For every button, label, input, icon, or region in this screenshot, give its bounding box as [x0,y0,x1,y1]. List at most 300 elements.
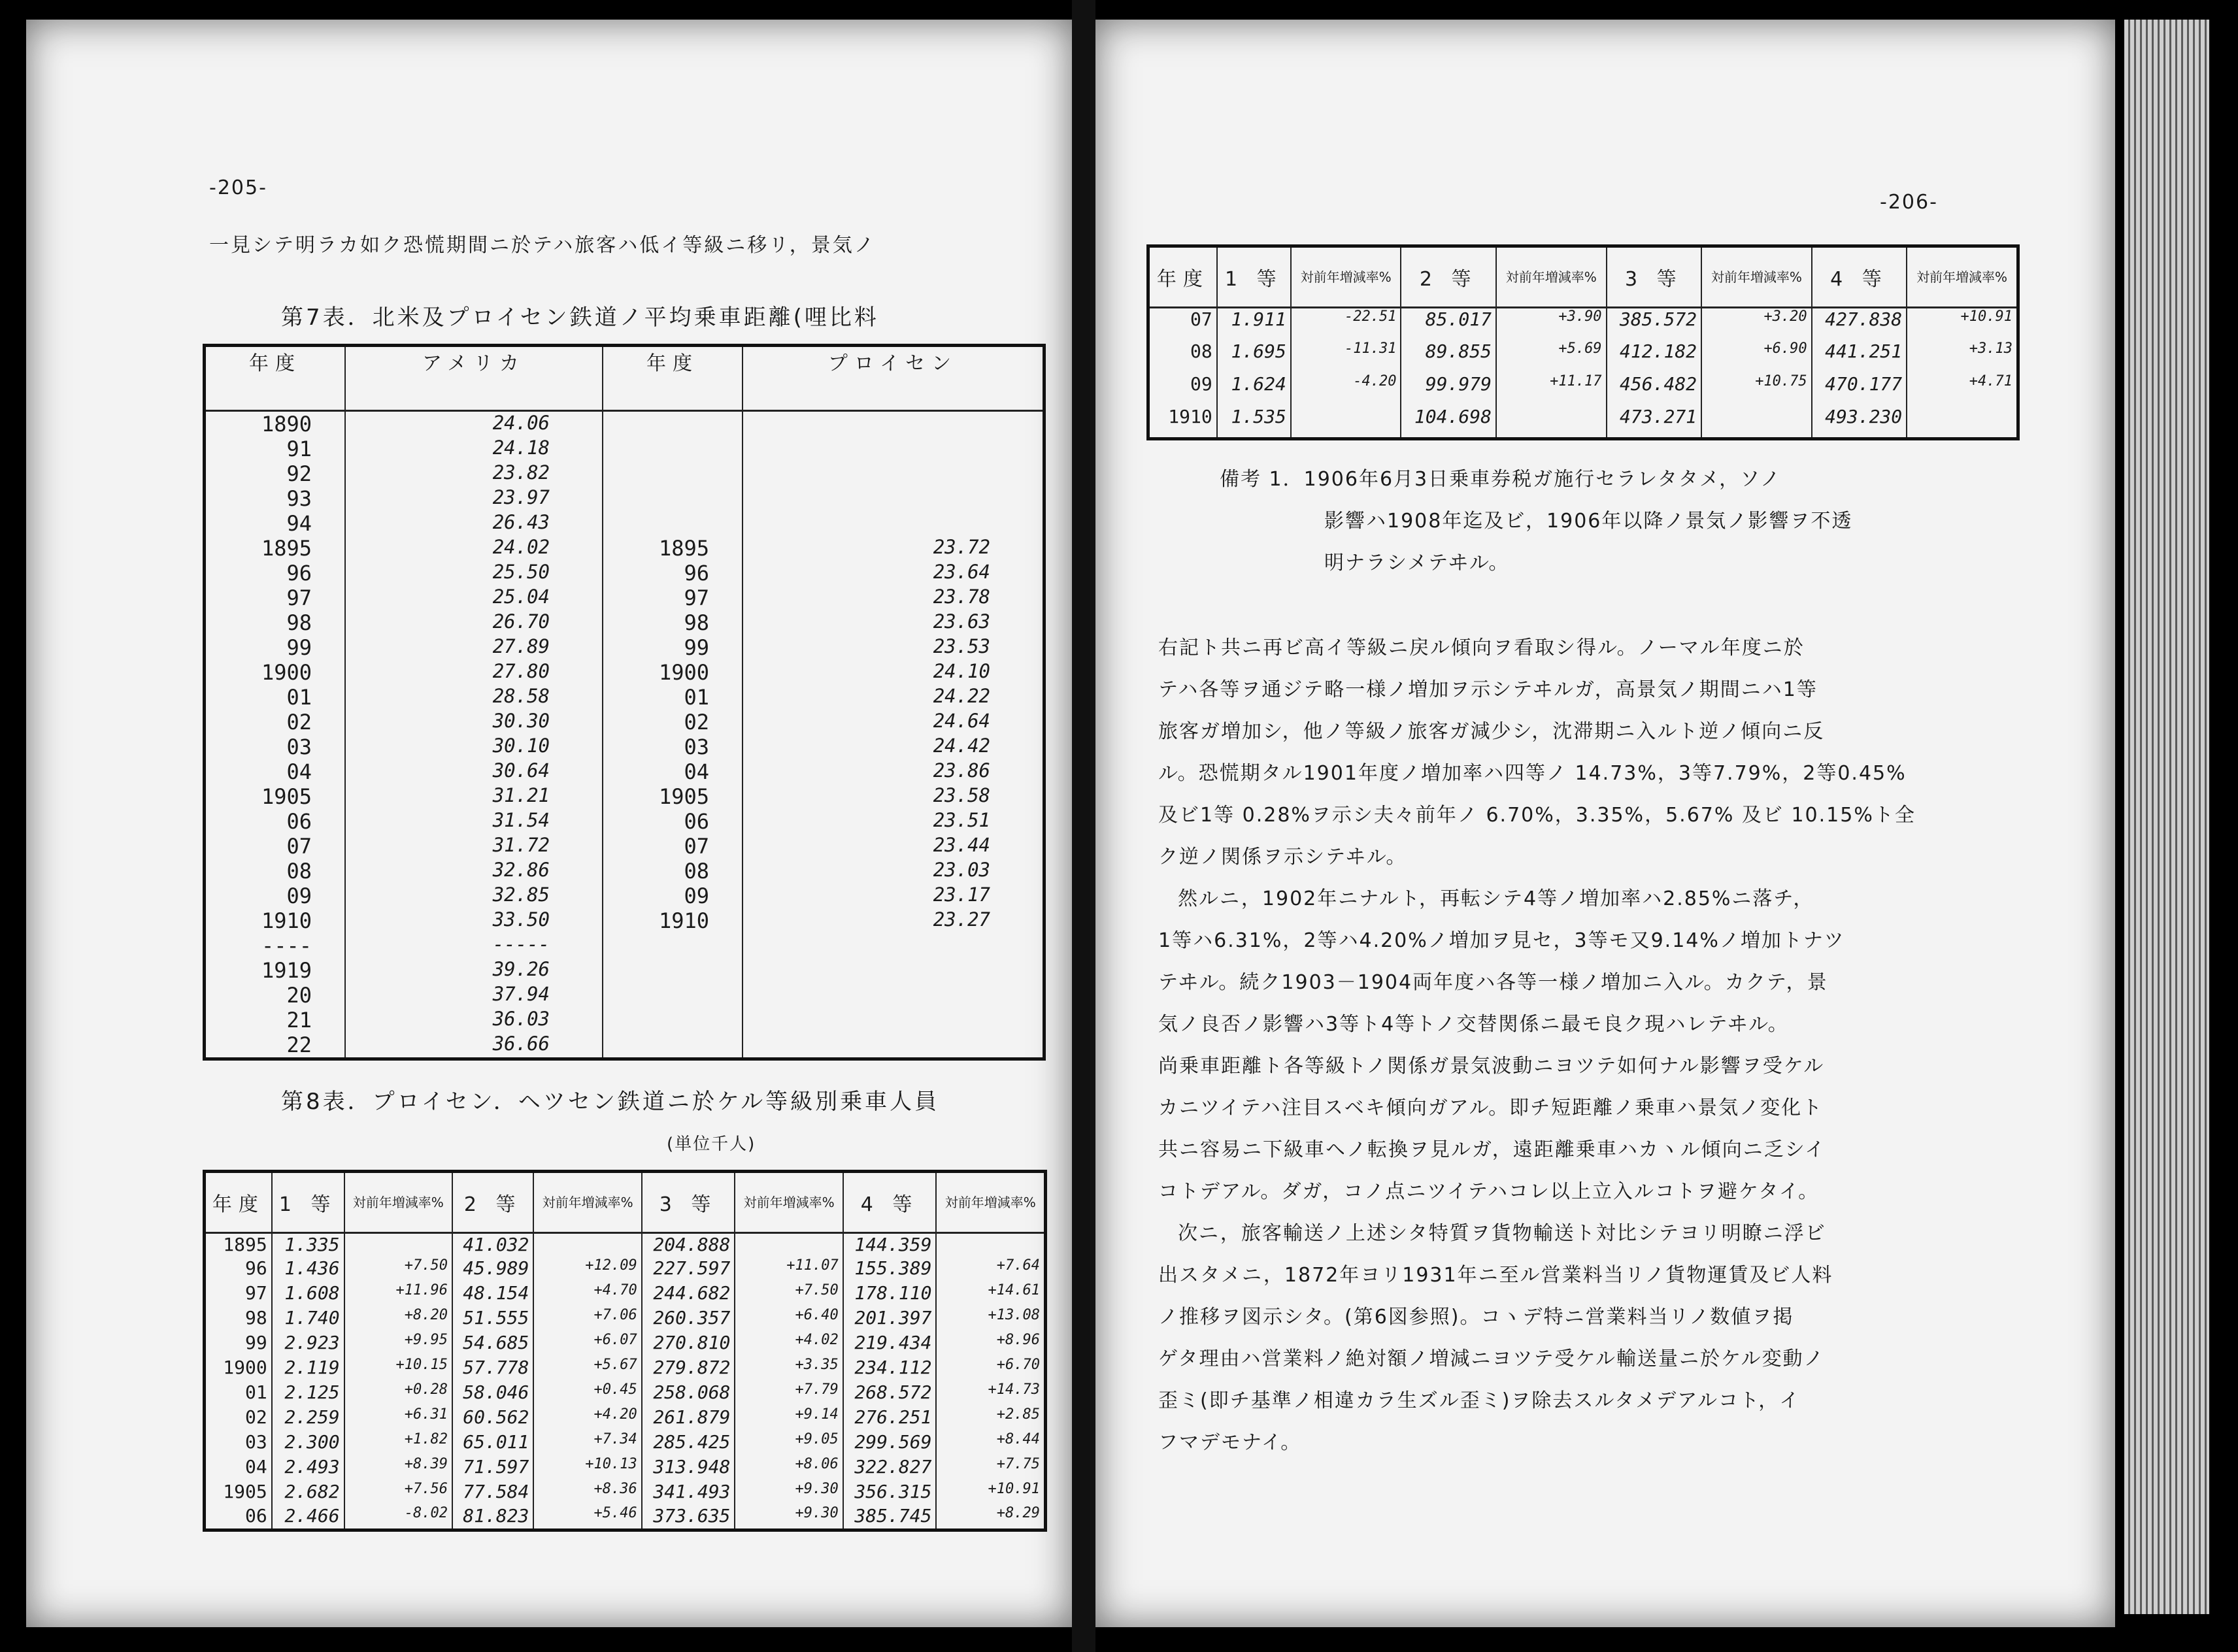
table-cell: +3.20 [1701,308,1812,340]
table-cell: 30.10 [345,735,603,759]
table7-header: 年度 [205,346,346,411]
table-cell: 2.259 [272,1406,344,1431]
table-cell: 23.58 [933,784,990,806]
table-cell: 24.10 [933,660,990,682]
table-row [205,536,1044,561]
text-line: 及ビ1等 0.28%ヲ示シ夫々前年ノ 6.70%，3.35%，5.67% 及ビ 10.15%ト全 [1158,804,1916,827]
table-header-cell: 4 等 [1812,246,1907,308]
table-cell: 39.26 [345,958,603,983]
table-cell [1907,406,2018,438]
table-cell: +7.06 [533,1307,641,1332]
table-cell: +14.73 [988,1381,1040,1398]
table-row [205,1381,1046,1406]
table-row [205,759,1044,784]
table-cell: 24.18 [345,437,603,461]
table-row [205,859,1044,884]
table-cell: 57.778 [452,1357,533,1381]
table-cell: 04 [205,759,346,784]
table-cell: 03 [205,1431,272,1456]
table-cell: +10.91 [988,1480,1040,1497]
text-line: 1等ハ6.31%，2等ハ4.20%ノ増加ヲ見セ，3等モ又9.14%ノ増加トナツ [1158,929,1845,952]
page-number: -205- [209,176,267,199]
table-row [205,1008,1044,1032]
table-cell: +10.91 [1960,308,2013,325]
table-cell: 26.70 [345,610,603,635]
table-cell: +5.46 [533,1505,641,1530]
table-cell: 204.888 [642,1233,735,1258]
table-cell: 03 [603,735,743,759]
table-cell: +0.28 [344,1381,452,1406]
table-cell: 08 [603,859,743,884]
table-header-cell: 対前年増減率% [735,1172,843,1233]
table-cell: 36.03 [345,1008,603,1032]
table-cell: 85.017 [1401,308,1495,340]
table-cell: 2.493 [272,1456,344,1481]
text-line: ル。恐慌期タル1901年度ノ増加率ハ四等ノ 14.73%，3等7.79%，2等0.45% [1158,762,1907,785]
table-cell: 81.823 [452,1505,533,1530]
text-line: 歪ミ(即チ基準ノ相違カラ生ズル歪ミ)ヲ除去スルタメデアルコト，イ [1158,1389,1801,1412]
table-cell: 23.44 [933,834,990,856]
table-cell: 06 [603,809,743,834]
table-cell: 1900 [205,660,346,685]
table-cell: 227.597 [642,1257,735,1282]
table-cell: +7.75 [996,1455,1040,1472]
table-cell [743,486,1044,511]
table-row [205,1257,1046,1282]
table-cell: 341.493 [642,1481,735,1506]
table-cell: +11.07 [735,1257,843,1282]
table-row [205,486,1044,511]
table-row [205,411,1044,437]
table-cell: 258.068 [642,1381,735,1406]
table-cell: +9.05 [735,1431,843,1456]
table-cell: 1.535 [1217,406,1291,438]
table-cell [603,1032,743,1059]
table7 [203,344,1046,1061]
table-cell [603,983,743,1008]
table-cell: 1905 [603,784,743,809]
table-cell: 99 [205,1332,272,1357]
table-cell: 23.03 [933,859,990,881]
table-cell: 285.425 [642,1431,735,1456]
table-cell: 1.436 [272,1257,344,1282]
table-cell: -4.20 [1291,373,1401,406]
table-cell: -8.02 [344,1505,452,1530]
table-cell: +9.95 [344,1332,452,1357]
table-cell: 04 [205,1456,272,1481]
table-cell: 96 [603,561,743,586]
table-cell: 33.50 [345,908,603,933]
table-cell: 1905 [205,1481,272,1506]
table8-header-row [205,1172,1046,1233]
table-cell: 02 [205,710,346,735]
table-cell [743,437,1044,461]
table-row [205,1032,1044,1059]
table-cell: +10.15 [344,1357,452,1381]
table-cell: 07 [205,834,346,859]
note-line: 明ナラシメテヰル。 [1324,552,1510,574]
table-row [205,933,1044,958]
table-cell: 37.94 [345,983,603,1008]
table-cell: 2.300 [272,1431,344,1456]
table-cell [743,1032,1044,1059]
table-cell: +2.85 [996,1406,1040,1423]
table-cell: 32.85 [345,884,603,908]
table-cell: 1900 [603,660,743,685]
table-cell: +3.35 [735,1357,843,1381]
table-row [205,586,1044,610]
table-cell: 279.872 [642,1357,735,1381]
table-cell [603,1008,743,1032]
table-cell: 1.608 [272,1282,344,1307]
table-cell: 276.251 [843,1406,937,1431]
table-cell: 01 [205,685,346,710]
table-cell: 24.64 [933,710,990,732]
table-cell: 24.02 [345,536,603,561]
table-cell [735,1233,843,1258]
left-page [26,20,1072,1627]
table-cell: 93 [205,486,346,511]
table-cell: 1895 [205,1233,272,1258]
table-header-cell: 対前年増減率% [1907,246,2018,308]
table8-title: 第8表．プロイセン．ヘツセン鉄道ニ於ケル等級別乗車人員 [281,1089,940,1115]
table-row [205,809,1044,834]
table-cell [743,511,1044,536]
table-cell: +6.90 [1701,340,1812,373]
table-cell: 1.624 [1217,373,1291,406]
table-cell: 155.389 [843,1257,937,1282]
paragraph-2 [1158,878,1916,1213]
table-row [1148,373,2018,406]
table-cell: 54.685 [452,1332,533,1357]
table-cell: +7.56 [344,1481,452,1506]
table-cell: 99.979 [1401,373,1495,406]
table-cell [533,1233,641,1258]
table-cell: +4.70 [533,1282,641,1307]
text-line: テハ各等ヲ通ジテ略一様ノ増加ヲ示シテヰルガ，高景気ノ期間ニハ1等 [1158,678,1818,701]
table-cell: 98 [205,610,346,635]
table-cell: 48.154 [452,1282,533,1307]
table-cell [743,958,1044,983]
table-row [1148,406,2018,438]
table-cell: 36.66 [345,1032,603,1059]
table-cell: ---- [205,933,346,958]
table-cell: 58.046 [452,1381,533,1406]
table-cell: +3.13 [1969,340,2013,357]
table-row [205,735,1044,759]
table-cell: 99 [603,635,743,660]
table-cell: +12.09 [533,1257,641,1282]
table-cell: 268.572 [843,1381,937,1406]
table-cell: +0.45 [533,1381,641,1406]
table-row [205,710,1044,735]
table-cell: +9.14 [735,1406,843,1431]
table-cell: 06 [205,1505,272,1530]
table-cell: 23.17 [933,884,990,906]
table-cell: 441.251 [1812,340,1907,373]
book-gutter [1072,0,1095,1652]
table-cell: 08 [1148,340,1217,373]
table-cell: 412.182 [1607,340,1701,373]
table-row [205,511,1044,536]
table-cell: 77.584 [452,1481,533,1506]
table-row [205,1357,1046,1381]
table-cell: 2.923 [272,1332,344,1357]
text-line: 然ルニ，1902年ニナルト，再転シテ4等ノ増加率ハ2.85%ニ落チ， [1178,887,1814,910]
table-cell [1701,406,1812,438]
table-row [205,1406,1046,1431]
table-cell: 1895 [603,536,743,561]
table-cell: 356.315 [843,1481,937,1506]
table-cell [603,486,743,511]
table-cell: 2.466 [272,1505,344,1530]
table-cell: 03 [205,735,346,759]
table-note [1220,459,1852,584]
note-line: 影響ハ1908年迄及ビ，1906年以降ノ景気ノ影響ヲ不透 [1324,510,1853,533]
table-cell: 94 [205,511,346,536]
table-cell: 456.482 [1607,373,1701,406]
table-cell: 97 [205,586,346,610]
table-cell: +7.64 [996,1257,1040,1274]
text-line: カニツイテハ注目スベキ傾向ガアル。即チ短距離ノ乗車ハ景気ノ変化ト [1158,1097,1824,1119]
table-cell: 1895 [205,536,346,561]
table-row [1148,308,2018,340]
table-cell: +8.96 [996,1332,1040,1349]
page-number: -206- [1880,191,1938,214]
table-cell: 1910 [1148,406,1217,438]
table-cell: +9.30 [735,1505,843,1530]
table-cell: +8.44 [996,1430,1040,1447]
table-header-cell: 2 等 [1401,246,1495,308]
table-cell: 41.032 [452,1233,533,1258]
table-cell: 260.357 [642,1307,735,1332]
table-cell: 21 [205,1008,346,1032]
intro-line: 一見シテ明ラカ如ク恐慌期間ニ於テハ旅客ハ低イ等級ニ移リ，景気ノ [209,234,876,257]
table-cell: +11.96 [344,1282,452,1307]
table-cell: 97 [205,1282,272,1307]
table-header-cell: 対前年増減率% [936,1172,1045,1233]
table-cell: 30.64 [345,759,603,784]
table-cell: 98 [205,1307,272,1332]
table-cell: 45.989 [452,1257,533,1282]
note-line: 備考 1．1906年6月3日乗車券税ガ施行セラレタタメ，ソノ [1220,468,1781,491]
table-cell: 2.125 [272,1381,344,1406]
table-cell: 71.597 [452,1456,533,1481]
table-cell: 04 [603,759,743,784]
text-line: 次ニ，旅客輸送ノ上述シタ特質ヲ貨物輸送ト対比シテヨリ明瞭ニ浮ビ [1178,1222,1826,1245]
table-cell: 427.838 [1812,308,1907,340]
table-cell: 23.64 [933,561,990,583]
table-cell: 1.695 [1217,340,1291,373]
table-cell: +7.50 [344,1257,452,1282]
body-text [1158,627,1916,1464]
table-cell: 23.51 [933,809,990,831]
table-cell: 23.63 [933,610,990,633]
text-line: ノ推移ヲ図示シタ。(第6図参照)。コヽデ特ニ営業料当リノ数値ヲ掲 [1158,1306,1794,1329]
table-cell: +7.50 [735,1282,843,1307]
table-row [205,685,1044,710]
table-cell: 31.72 [345,834,603,859]
table-cell: +8.29 [996,1505,1040,1522]
table-row [205,1332,1046,1357]
table-cell: 178.110 [843,1282,937,1307]
table-row [205,1481,1046,1506]
table-cell: 02 [603,710,743,735]
table-row [1148,340,2018,373]
table-cell: 23.53 [933,635,990,657]
table-cell [603,511,743,536]
table-cell: 493.230 [1812,406,1907,438]
table-header-cell: 3 等 [642,1172,735,1233]
table-header-cell: 1 等 [272,1172,344,1233]
table-cell: 31.21 [345,784,603,809]
table-header-cell: 4 等 [843,1172,937,1233]
table-cell [603,411,743,437]
table-cell: 104.698 [1401,406,1495,438]
table-cell: 144.359 [843,1233,937,1258]
text-line: 旅客ガ増加シ，他ノ等級ノ旅客ガ減少シ，沈滞期ニ入ルト逆ノ傾向ニ反 [1158,720,1825,743]
table-cell: +7.34 [533,1431,641,1456]
table-cell: 261.879 [642,1406,735,1431]
table-row [205,437,1044,461]
table-cell: +6.07 [533,1332,641,1357]
table-header-cell: 3 等 [1607,246,1701,308]
table-cell: 09 [1148,373,1217,406]
table-row [205,908,1044,933]
table-cell: 270.810 [642,1332,735,1357]
table7-title: 第7表．北米及プロイセン鉄道ノ平均乗車距離(哩比料 [281,305,879,331]
table-cell: 28.58 [345,685,603,710]
table-cell: 473.271 [1607,406,1701,438]
text-line: ゲタ理由ハ営業料ノ絶対額ノ増減ニヨツテ受ケル輸送量ニ於ケル変動ノ [1158,1347,1825,1370]
table-cell [936,1233,1045,1258]
table-row [205,635,1044,660]
table-cell: +4.02 [735,1332,843,1357]
table-cell [603,958,743,983]
table-cell: +1.82 [344,1431,452,1456]
table-cell: 26.43 [345,511,603,536]
text-line: コトデアル。ダガ，コノ点ニツイテハコレ以上立入ルコトヲ避ケタイ。 [1158,1180,1820,1203]
table-cell: 08 [205,859,346,884]
table7-header: 年度 [603,346,743,411]
table-header-cell: 対前年増減率% [344,1172,452,1233]
table-cell: 22 [205,1032,346,1059]
table-cell: 99 [205,635,346,660]
table-cell: 06 [205,809,346,834]
table8-continued [1146,244,2020,440]
table-cell [743,983,1044,1008]
table-cell: 92 [205,461,346,486]
text-line: ク逆ノ関係ヲ示シテヰル。 [1158,846,1407,868]
table-row [205,1505,1046,1530]
table-row [205,461,1044,486]
table8-body [205,1233,1046,1530]
table-cell: 1900 [205,1357,272,1381]
table-header-cell: 対前年増減率% [533,1172,641,1233]
table-cell [743,461,1044,486]
table-cell [743,1008,1044,1032]
table-cell [344,1233,452,1258]
table-cell: +8.06 [735,1456,843,1481]
table-cell: 27.89 [345,635,603,660]
table-cell: 51.555 [452,1307,533,1332]
table-cell: +6.31 [344,1406,452,1431]
table-cell: 234.112 [843,1357,937,1381]
table-cell: 1.335 [272,1233,344,1258]
table-cell: 244.682 [642,1282,735,1307]
table-row [205,784,1044,809]
table-cell: 24.42 [933,735,990,757]
table-row [205,983,1044,1008]
table-cell: 1910 [603,908,743,933]
table7-header: プロイセン [743,346,1044,411]
table-cell: 98 [603,610,743,635]
table-cell: 219.434 [843,1332,937,1357]
table-cell [743,933,1044,958]
text-line: フマデモナイ。 [1158,1431,1302,1454]
text-line: 共ニ容易ニ下級車ヘノ転換ヲ見ルガ，遠距離乗車ハカヽル傾向ニ乏シイ [1158,1138,1826,1161]
table-cell: 1919 [205,958,346,983]
table7-body [205,411,1044,1059]
table-cell: +8.36 [533,1481,641,1506]
table-cell: +6.40 [735,1307,843,1332]
right-page [1095,20,2115,1627]
table-cell: 23.72 [933,536,990,558]
table-cell: 96 [205,561,346,586]
table-cell: +7.79 [735,1381,843,1406]
table-cell: 25.50 [345,561,603,586]
table-cell: 322.827 [843,1456,937,1481]
paragraph-1 [1158,627,1916,878]
table-cell: 30.30 [345,710,603,735]
table-cell: 89.855 [1401,340,1495,373]
table-cell: 24.06 [345,411,603,437]
table-header-cell: 対前年増減率% [1496,246,1607,308]
table-row [205,1233,1046,1258]
table-cell [1291,406,1401,438]
table-cell: 24.22 [933,685,990,707]
table-cell: 2.682 [272,1481,344,1506]
table-header-cell: 年度 [1148,246,1217,308]
table8-cont-header-row [1148,246,2018,308]
table-cell [1496,406,1607,438]
table-row [205,660,1044,685]
table-cell: 201.397 [843,1307,937,1332]
table-cell [603,933,743,958]
table-header-cell: 1 等 [1217,246,1291,308]
table-cell: +5.67 [533,1357,641,1381]
table-cell: 23.82 [345,461,603,486]
text-line: テヰル。続ク1903－1904両年度ハ各等一様ノ増加ニ入ル。カクテ，景 [1158,971,1828,994]
table-cell [743,411,1044,437]
table-cell: 1.740 [272,1307,344,1332]
table-row [205,1307,1046,1332]
table-cell: 60.562 [452,1406,533,1431]
table-cell: 27.80 [345,660,603,685]
table-row [205,1282,1046,1307]
table-cell: 96 [205,1257,272,1282]
table-cell: -11.31 [1291,340,1401,373]
table-header-cell: 対前年増減率% [1701,246,1812,308]
table-cell: +13.08 [988,1307,1040,1324]
table-cell: 01 [603,685,743,710]
table-cell: 23.97 [345,486,603,511]
table-cell: 09 [205,884,346,908]
table-cell: 313.948 [642,1456,735,1481]
table-cell: 299.569 [843,1431,937,1456]
table8-unit: (単位千人) [667,1134,756,1154]
table-cell: +10.13 [533,1456,641,1481]
